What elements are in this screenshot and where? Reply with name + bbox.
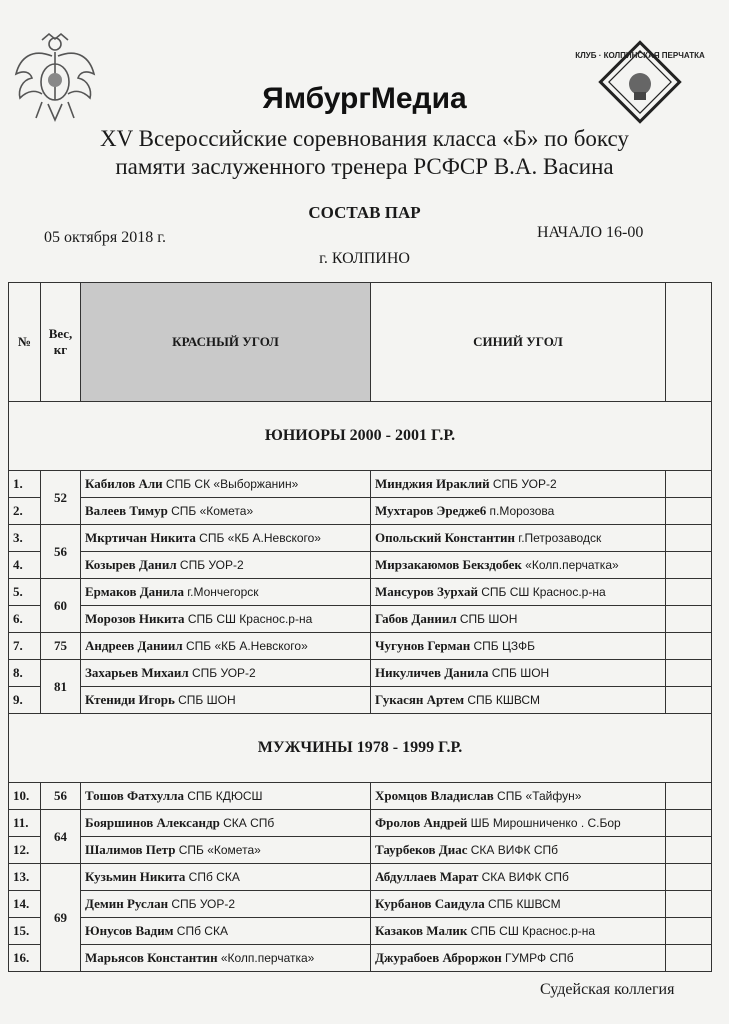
row-number: 7. [9,633,41,660]
red-corner-cell [81,810,371,837]
table-row [9,606,712,633]
blue-boxer-name: Фролов Андрей [375,815,468,830]
result-cell [666,864,712,891]
event-date: 05 октября 2018 г. [44,229,166,246]
red-corner-cell [81,918,371,945]
table-row [9,471,712,498]
weight-class: 60 [41,579,81,633]
blue-corner-cell [371,945,666,972]
red-corner-cell [81,837,371,864]
red-corner-cell [81,498,371,525]
row-number: 4. [9,552,41,579]
row-number: 5. [9,579,41,606]
weight-class: 56 [41,525,81,579]
row-number: 14. [9,891,41,918]
table-row [9,552,712,579]
blue-corner-cell [371,837,666,864]
table-row [9,945,712,972]
blue-corner-cell [371,498,666,525]
result-cell [666,687,712,714]
row-number: 12. [9,837,41,864]
blue-corner-cell [371,633,666,660]
red-corner-cell [81,891,371,918]
red-corner-cell [81,606,371,633]
row-number: 6. [9,606,41,633]
red-boxer-club: СПБ КДЮСШ [187,789,263,803]
red-boxer-name: Кабилов Али [85,476,163,491]
red-corner-cell [81,783,371,810]
blue-boxer-name: Мухтаров Эредже6 [375,503,487,518]
result-cell [666,783,712,810]
blue-boxer-name: Джурабоев Аброржон [375,950,502,965]
result-cell [666,498,712,525]
blue-boxer-club: СПБ СШ Краснос.р-на [470,924,596,938]
red-boxer-name: Кузьмин Никита [85,869,186,884]
weight-class: 69 [41,864,81,972]
col-weight-header: Вес, кг [41,283,81,402]
table-header-row [9,283,712,402]
table-row [9,837,712,864]
table-row [9,891,712,918]
result-cell [666,606,712,633]
red-boxer-name: Марьясов Константин [85,950,218,965]
table-row [9,660,712,687]
result-cell [666,918,712,945]
red-corner-cell [81,579,371,606]
col-red-corner-header: КРАСНЫЙ УГОЛ [81,283,371,402]
red-boxer-club: СПБ «Комета» [178,843,261,857]
blue-boxer-name: Габов Даниил [375,611,457,626]
table-row [9,579,712,606]
red-boxer-name: Захарьев Михаил [85,665,189,680]
red-boxer-name: Мкртичан Никита [85,530,196,545]
col-result-header [666,283,712,402]
weight-class: 64 [41,810,81,864]
blue-boxer-name: Никуличев Данила [375,665,489,680]
blue-boxer-club: СПБ УОР-2 [492,477,557,491]
red-boxer-club: СПб СКА [176,924,228,938]
row-number: 13. [9,864,41,891]
table-row [9,810,712,837]
col-blue-corner-header: СИНИЙ УГОЛ [371,283,666,402]
row-number: 3. [9,525,41,552]
blue-corner-cell [371,579,666,606]
red-boxer-name: Ктениди Игорь [85,692,175,707]
weight-class: 52 [41,471,81,525]
red-corner-cell [81,945,371,972]
table-row [9,783,712,810]
row-number: 2. [9,498,41,525]
blue-corner-cell [371,525,666,552]
red-boxer-club: СПБ СШ Краснос.р-на [187,612,313,626]
red-boxer-name: Валеев Тимур [85,503,168,518]
blue-boxer-name: Казаков Малик [375,923,468,938]
table-row [9,687,712,714]
table-row [9,498,712,525]
blue-boxer-name: Опольский Константин [375,530,516,545]
red-boxer-club: СПБ «КБ А.Невского» [185,639,308,653]
red-corner-cell [81,525,371,552]
blue-boxer-club: СПБ ЦЗФБ [473,639,535,653]
weight-class: 81 [41,660,81,714]
blue-boxer-name: Минджия Ираклий [375,476,490,491]
blue-boxer-club: п.Морозова [489,504,555,518]
blue-corner-cell [371,660,666,687]
red-corner-cell [81,552,371,579]
blue-corner-cell [371,783,666,810]
red-boxer-club: «Колп.перчатка» [220,951,315,965]
blue-boxer-club: СПБ КШВСМ [487,897,561,911]
weight-class: 56 [41,783,81,810]
red-boxer-club: СПБ «Комета» [171,504,254,518]
section-juniors-title: ЮНИОРЫ 2000 - 2001 Г.Р. [9,402,712,471]
row-number: 8. [9,660,41,687]
red-boxer-name: Юнусов Вадим [85,923,174,938]
blue-corner-cell [371,687,666,714]
blue-boxer-club: ГУМРФ СПб [505,951,574,965]
red-boxer-club: СПБ СК «Выборжанин» [165,477,299,491]
title-line-1: XV Всероссийские соревнования класса «Б» по боксу [100,126,629,151]
blue-boxer-name: Таурбеков Диас [375,842,468,857]
red-corner-cell [81,471,371,498]
red-boxer-club: СПБ УОР-2 [179,558,244,572]
red-boxer-club: СПб СКА [188,870,240,884]
section-men-title: МУЖЧИНЫ 1978 - 1999 Г.Р. [9,714,712,783]
result-cell [666,471,712,498]
red-corner-cell [81,687,371,714]
red-boxer-name: Андреев Даниил [85,638,183,653]
red-boxer-name: Демин Руслан [85,896,169,911]
red-boxer-name: Морозов Никита [85,611,185,626]
logo-text: КЛУБ · КОЛПИНСКАЯ ПЕРЧАТКА [575,51,705,60]
brand-watermark: ЯмбургМедиа [262,82,467,115]
table-row [9,918,712,945]
blue-boxer-club: СПБ «Тайфун» [497,789,582,803]
table-row [9,525,712,552]
weight-class: 75 [41,633,81,660]
blue-boxer-name: Абдуллаев Марат [375,869,479,884]
blue-corner-cell [371,606,666,633]
result-cell [666,525,712,552]
red-corner-cell [81,660,371,687]
row-number: 15. [9,918,41,945]
result-cell [666,633,712,660]
row-number: 9. [9,687,41,714]
blue-boxer-name: Гукасян Артем [375,692,465,707]
section-juniors-row [9,402,712,471]
blue-boxer-name: Мансуров Зурхай [375,584,478,599]
result-cell [666,810,712,837]
red-boxer-name: Ермаков Данила [85,584,184,599]
result-cell [666,945,712,972]
blue-corner-cell [371,864,666,891]
row-number: 11. [9,810,41,837]
red-boxer-club: СКА СПб [223,816,275,830]
pairs-table [8,282,712,972]
row-number: 1. [9,471,41,498]
table-row [9,633,712,660]
blue-boxer-name: Мирзакаюмов Бекздобек [375,557,522,572]
result-cell [666,579,712,606]
blue-corner-cell [371,810,666,837]
blue-boxer-name: Чугунов Герман [375,638,471,653]
blue-corner-cell [371,918,666,945]
red-boxer-name: Шалимов Петр [85,842,176,857]
blue-boxer-club: ШБ Мирошниченко . С.Бор [470,816,621,830]
red-boxer-name: Бояршинов Александр [85,815,220,830]
blue-boxer-club: СПБ ШОН [491,666,550,680]
table-row [9,864,712,891]
red-corner-cell [81,633,371,660]
blue-corner-cell [371,471,666,498]
row-number: 10. [9,783,41,810]
title-line-2: памяти заслуженного тренера РСФСР В.А. Васина [115,154,614,179]
red-boxer-name: Тошов Фатхулла [85,788,184,803]
judges-panel-label: Судейская коллегия [540,981,675,998]
document-subtitle: СОСТАВ ПАР [308,203,421,222]
result-cell [666,837,712,864]
start-time: НАЧАЛО 16-00 [537,224,644,241]
blue-corner-cell [371,891,666,918]
red-corner-cell [81,864,371,891]
section-men-row [9,714,712,783]
result-cell [666,552,712,579]
blue-boxer-club: СПБ СШ Краснос.р-на [481,585,606,599]
blue-corner-cell [371,552,666,579]
blue-boxer-club: СПБ ШОН [459,612,518,626]
red-boxer-club: СПБ ШОН [178,693,236,707]
blue-boxer-club: СПБ КШВСМ [467,693,540,707]
red-boxer-name: Козырев Данил [85,557,177,572]
blue-boxer-club: СКА ВИФК СПб [481,870,569,884]
blue-boxer-name: Курбанов Саидула [375,896,485,911]
row-number: 16. [9,945,41,972]
col-number-header: № [9,283,41,402]
result-cell [666,891,712,918]
red-boxer-club: СПБ УОР-2 [171,897,236,911]
red-boxer-club: СПБ «КБ А.Невского» [199,531,321,545]
result-cell [666,660,712,687]
blue-boxer-club: г.Петрозаводск [518,531,602,545]
blue-boxer-club: СКА ВИФК СПб [470,843,558,857]
red-boxer-club: г.Мончегорск [187,585,259,599]
blue-boxer-club: «Колп.перчатка» [525,558,619,572]
event-city: г. КОЛПИНО [319,250,410,267]
blue-boxer-name: Хромцов Владислав [375,788,494,803]
red-boxer-club: СПБ УОР-2 [191,666,256,680]
